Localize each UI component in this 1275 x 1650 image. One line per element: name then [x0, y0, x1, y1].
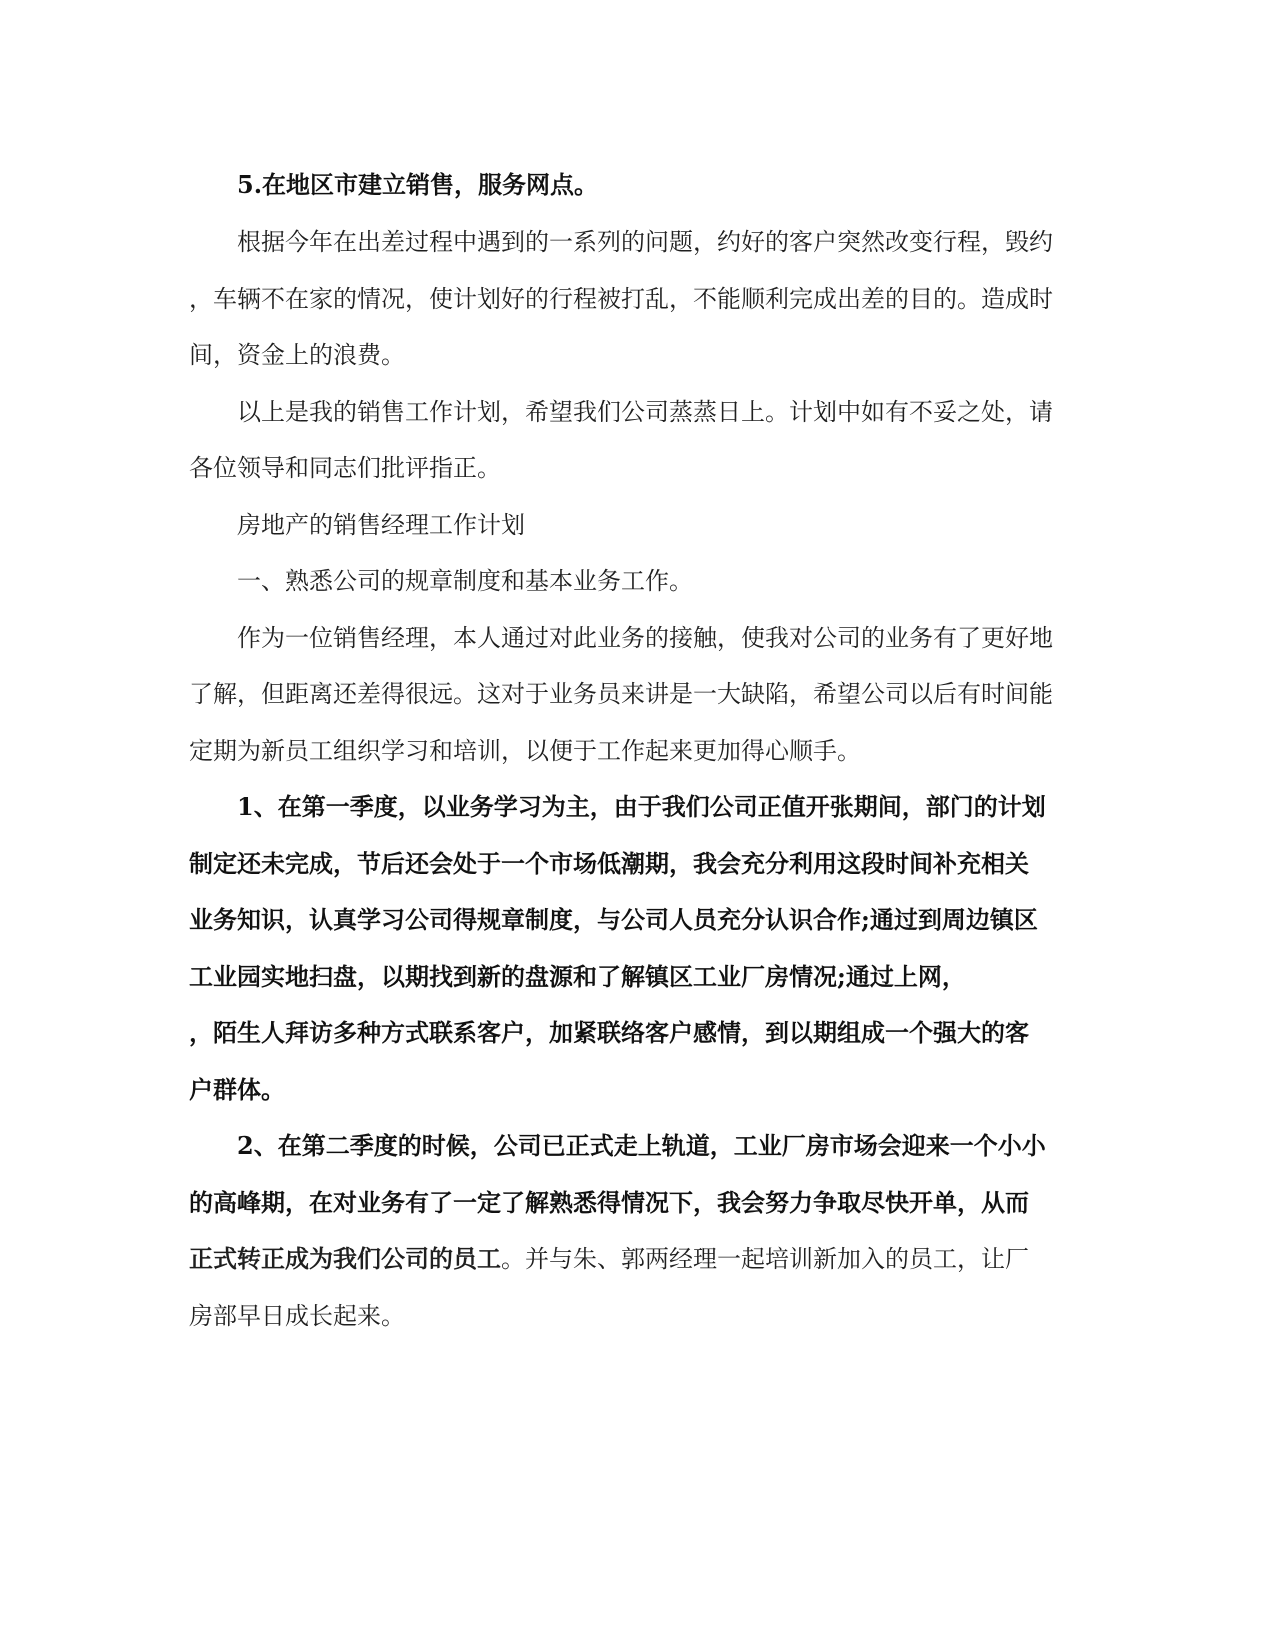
subsection-heading: 一、熟悉公司的规章制度和基本业务工作。 [237, 567, 693, 595]
paragraph-line-mixed [189, 1244, 1029, 1274]
paragraph-line: 了解，但距离还差得很远。这对于业务员来讲是一大缺陷，希望公司以后有时间能 [189, 680, 1053, 708]
regular-run: 。并与朱、郭两经理一起培训新加入的员工，让厂 [501, 1245, 1029, 1273]
paragraph-line-bold: 1、在第一季度，以业务学习为主，由于我们公司正值开张期间，部门的计划 [237, 792, 1046, 821]
paragraph-line-bold: 制定还未完成，节后还会处于一个市场低潮期，我会充分利用这段时间补充相关 [189, 849, 1029, 878]
paragraph-line: 根据今年在出差过程中遇到的一系列的问题，约好的客户突然改变行程，毁约 [237, 228, 1053, 256]
paragraph-line: 间，资金上的浪费。 [189, 341, 405, 369]
paragraph-line-bold: 业务知识，认真学习公司得规章制度，与公司人员充分认识合作;通过到周边镇区 [189, 905, 1038, 934]
paragraph-line-bold: 户群体。 [189, 1075, 285, 1104]
paragraph-line-bold: ，陌生人拜访多种方式联系客户，加紧联络客户感情，到以期组成一个强大的客 [189, 1018, 1029, 1047]
paragraph-line: 各位领导和同志们批评指正。 [189, 454, 501, 482]
paragraph-line: ，车辆不在家的情况，使计划好的行程被打乱，不能顺利完成出差的目的。造成时 [189, 285, 1053, 313]
paragraph-line-bold: 2、在第二季度的时候，公司已正式走上轨道，工业厂房市场会迎来一个小小 [237, 1131, 1046, 1160]
paragraph-line: 房部早日成长起来。 [189, 1302, 405, 1330]
item-5-heading: 5.在地区市建立销售，服务网点。 [237, 170, 599, 199]
paragraph-line-bold: 工业园实地扫盘，以期找到新的盘源和了解镇区工业厂房情况;通过上网， [189, 962, 966, 991]
bold-run: 正式转正成为我们公司的员工 [189, 1244, 501, 1273]
section-title: 房地产的销售经理工作计划 [237, 511, 525, 539]
paragraph-line: 以上是我的销售工作计划，希望我们公司蒸蒸日上。计划中如有不妥之处，请 [237, 398, 1053, 426]
paragraph-line: 作为一位销售经理，本人通过对此业务的接触，使我对公司的业务有了更好地 [237, 624, 1053, 652]
paragraph-line: 定期为新员工组织学习和培训，以便于工作起来更加得心顺手。 [189, 737, 861, 765]
paragraph-line-bold: 的高峰期，在对业务有了一定了解熟悉得情况下，我会努力争取尽快开单，从而 [189, 1188, 1029, 1217]
